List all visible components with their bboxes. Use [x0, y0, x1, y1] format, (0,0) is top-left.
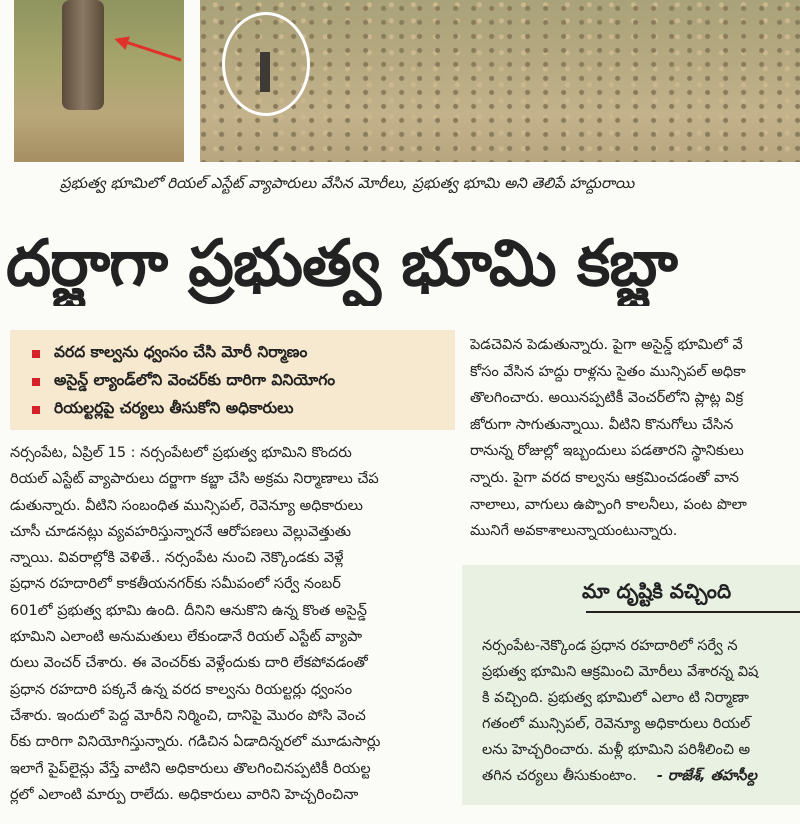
- highlight-item: [32, 340, 449, 368]
- tree-trunk: [62, 0, 104, 110]
- signature: - రాజేశ్, తహసీల్ద: [656, 768, 757, 784]
- bullet-icon: [32, 350, 40, 358]
- box-line: నర్సంపేట-నెక్కొండ ప్రధాన రహదారిలో సర్వే న: [482, 638, 738, 654]
- body-line: ఇలాగే పైప్‌లైన్లు వేస్తే వాటిని అధికారులు తొలగించినప్పటికీ రియల్ట: [10, 760, 371, 777]
- bullet-icon: [32, 378, 40, 386]
- body-line: రులు వెంచర్ చేశారు. ఈ వెంచర్‌కు వెళ్లేందుకు దారి లేకపోవడంతో: [10, 655, 368, 672]
- box-line-final: [482, 763, 800, 789]
- body-line: జోరుగా సాగుతున్నాయి. వీటిని కొనుగోలు చేసిన: [470, 416, 734, 433]
- photo-government-land: [200, 0, 800, 162]
- body-line: ప్రధాన రహదారిలో కాకతీయనగర్‌కు సమీపంలో సర్వే నంబర్: [10, 576, 341, 593]
- body-line: తొలగించారు. అయినప్పటికీ వెంచర్‌లోని ప్లాట్ల విక్ర: [470, 390, 744, 407]
- box-last-line: తగిన చర్యలు తీసుకుంటాం.: [482, 768, 637, 784]
- body-line: నర్సంపేట, ఏప్రిల్ 15 : నర్సంపేటలో ప్రభుత్వ భూమిని కొందరు: [10, 445, 352, 461]
- body-line: డుతున్నారు. వీటిని సంబంధిత మున్సిపల్, రెవెన్యూ అధికారులు: [10, 497, 363, 514]
- boundary-stone: [260, 52, 270, 92]
- body-line: చూసీ చూడనట్లు వ్యవహరిస్తున్నారనే ఆరోపణలు వెల్లువెత్తుతు: [10, 523, 352, 540]
- body-line: న్నారు. పైగా వరద కాల్వను ఆక్రమించడంతో వాన: [470, 469, 739, 486]
- box-line: గతంలో మున్సిపల్, రెవెన్యూ అధికారులు రియల్: [482, 716, 751, 732]
- body-line: కోసం వేసిన హద్దు రాళ్లను సైతం మున్సిపల్ అధికా: [470, 363, 746, 380]
- body-line: ర్లలో ఎలాంటి మార్పు రాలేదు. అధికారులు వారిని హెచ్చరించినా: [10, 786, 359, 803]
- article-body-left: [10, 440, 457, 808]
- body-line: 601లో ప్రభుత్వ భూమి ఉంది. దీనిని ఆనుకొని ఉన్న కొంత అసైన్డ్: [10, 602, 367, 619]
- body-line: ప్రధాన రహదారి పక్కనే ఉన్న వరద కాల్వను రియల్టర్లు ధ్వంసం: [10, 681, 353, 698]
- article-headline: దర్జాగా ప్రభుత్వ భూమి కబ్జా: [6, 227, 677, 301]
- box-line: కి వచ్చింది. ప్రభుత్వ భూమిలో ఎలాం టి నిర్మాణా: [482, 690, 749, 706]
- bullet-icon: [32, 406, 40, 414]
- official-statement-box: [462, 565, 800, 805]
- photo-tree-boundary-stone: [14, 0, 184, 162]
- photo-caption: ప్రభుత్వ భూమిలో రియల్ ఎస్టేట్ వ్యాపారులు వేసిన మోరీలు, ప్రభుత్వ భూమి అని తెలిపే హద్దురాయి: [60, 174, 635, 192]
- body-line: రియల్ ఎస్టేట్ వ్యాపారులు దర్జాగా కబ్జా చేసి అక్రమ నిర్మాణాలు చేప: [10, 471, 379, 488]
- box-title-underline: [586, 611, 800, 613]
- highlight-text: అసైన్డ్ ల్యాండ్‌లోని వెంచర్‌కు దారిగా వినియోగం: [54, 371, 336, 389]
- highlight-text: రియల్టర్లపై చర్యలు తీసుకోని అధికారులు: [54, 399, 294, 417]
- highlight-text: వరద కాల్వను ధ్వంసం చేసి మోరీ నిర్మాణం: [54, 343, 308, 361]
- body-line: మునిగే అవకాశాలున్నాయంటున్నారు.: [470, 523, 678, 540]
- red-arrow-icon: [124, 40, 182, 61]
- body-line: భూమిని ఎలాంటి అనుమతులు లేకుండానే రియల్ ఎస్టేట్ వ్యాపా: [10, 629, 363, 646]
- box-body: [482, 633, 800, 789]
- body-line: నాలాలు, వాగులు ఉప్పొంగి కాలనీలు, పంట పొలా: [470, 496, 747, 513]
- body-line: రానున్న రోజుల్లో ఇబ్బందులు పడతారని స్థానికులు: [470, 443, 744, 460]
- box-line: లను హెచ్చరించారు. మళ్లీ భూమిని పరిశీలించి అ: [482, 742, 751, 758]
- photo-strip: [0, 0, 800, 168]
- box-title: మా దృష్టికి వచ్చింది: [582, 579, 732, 603]
- box-line: ప్రభుత్వ భూమిని ఆక్రమించి మోరీలు వేశారన్న విష: [482, 664, 759, 680]
- highlight-item: [32, 396, 449, 424]
- body-line: ర్‌కు దారిగా వినియోగిస్తున్నారు. గడిచిన ఏడాదిన్నరలో మూడుసార్లు: [10, 734, 381, 751]
- highlights-box: [10, 330, 455, 430]
- body-line: పెడచెవిన పెడుతున్నారు. పైగా అసైన్డ్ భూమిలో వే: [470, 337, 743, 353]
- highlight-item: [32, 368, 449, 396]
- article-body-right: [470, 332, 800, 545]
- body-line: చేశారు. ఇందులో పెద్ద మోరీని నిర్మించి, దానిపై మొరం పోసి వెంచ: [10, 707, 366, 724]
- body-line: న్నాయి. వివరాల్లోకి వెళితే.. నర్సంపేట నుంచి నెక్కొండకు వెళ్లే: [10, 550, 344, 567]
